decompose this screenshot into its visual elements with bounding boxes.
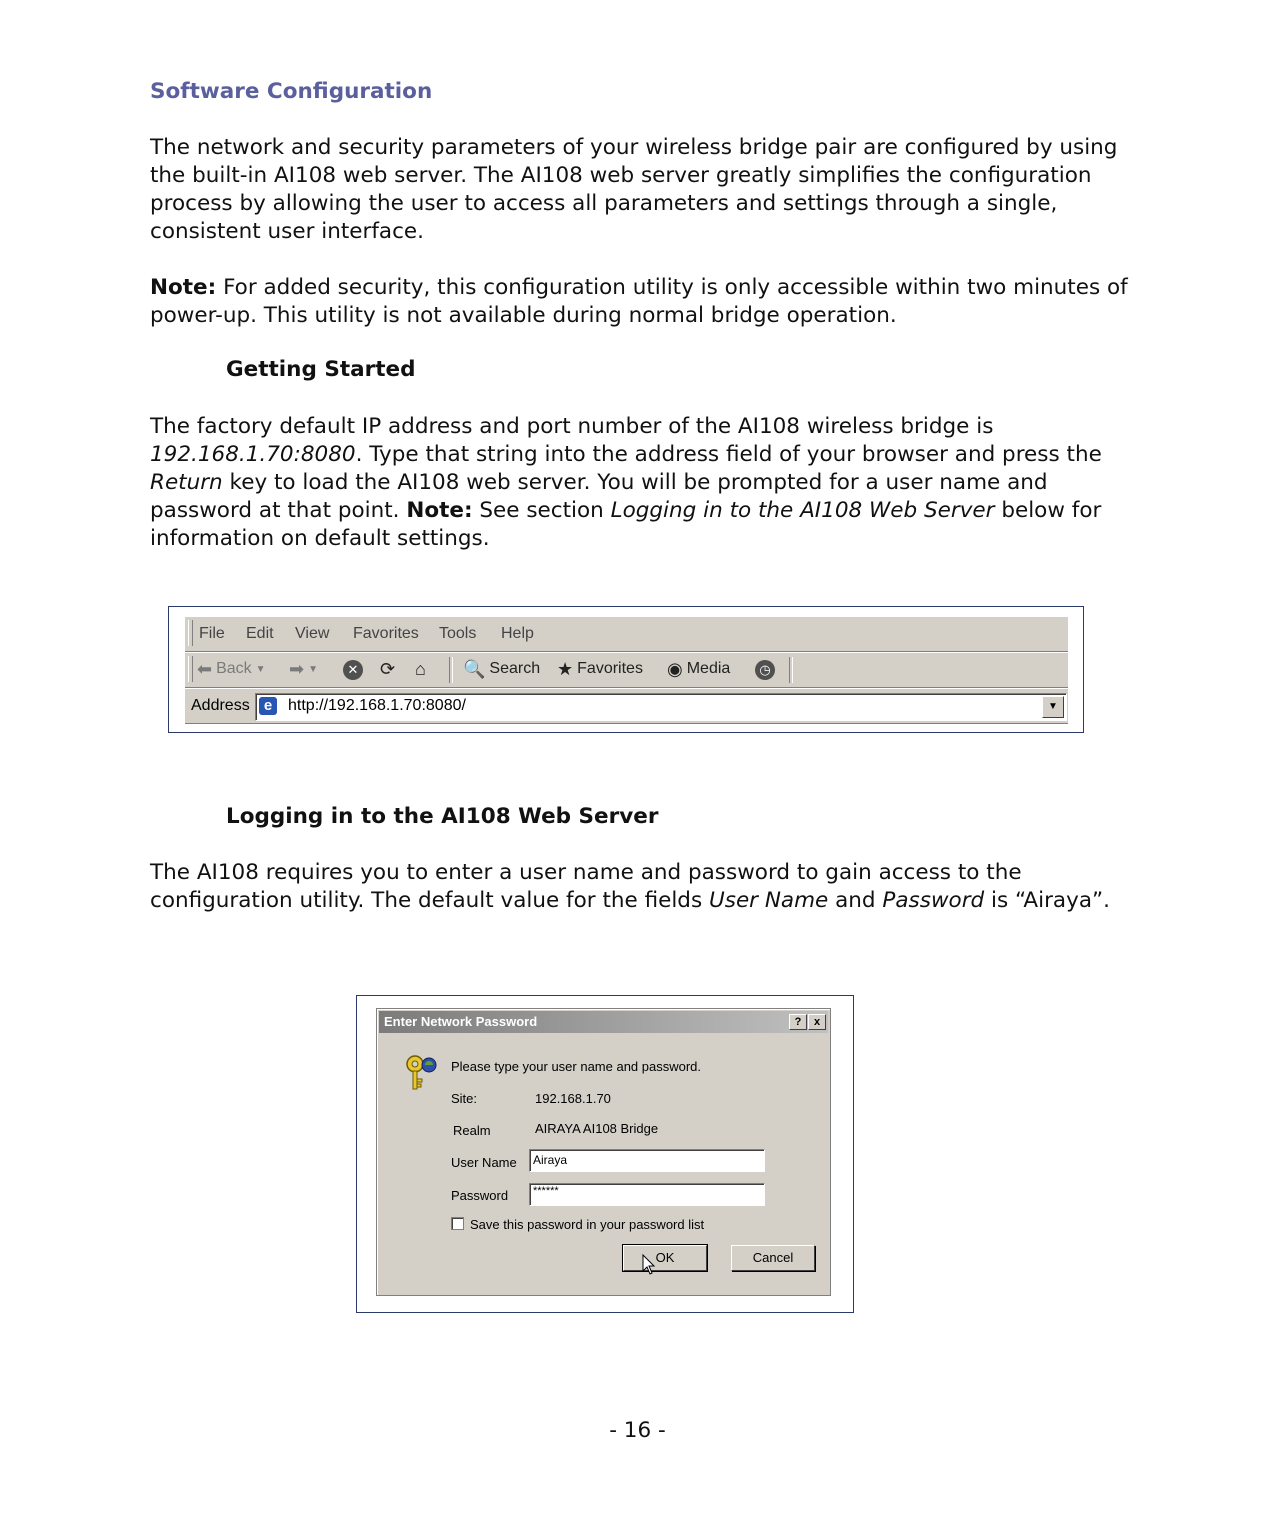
password-value: ****** bbox=[533, 1185, 559, 1197]
text-run: key to load the AI108 web server. You will be prompted for a user name and password at that point. bbox=[150, 470, 1048, 523]
text-run: See section bbox=[472, 498, 611, 523]
address-input[interactable] bbox=[255, 693, 1067, 721]
favorites-icon: ★ bbox=[557, 659, 574, 679]
back-label: Back bbox=[216, 660, 252, 677]
mouse-cursor-icon bbox=[642, 1254, 656, 1276]
save-password-checkbox[interactable] bbox=[451, 1217, 464, 1230]
back-button[interactable] bbox=[197, 660, 266, 678]
site-value: 192.168.1.70 bbox=[535, 1091, 611, 1106]
address-label: Address bbox=[191, 697, 250, 714]
user-name-ref: User Name bbox=[709, 888, 829, 913]
address-dropdown-button[interactable] bbox=[1042, 696, 1064, 718]
default-ip: 192.168.1.70:8080 bbox=[150, 442, 356, 467]
save-password-label: Save this password in your password list bbox=[470, 1217, 705, 1232]
dialog-prompt: Please type your user name and password. bbox=[451, 1059, 702, 1074]
address-bar bbox=[185, 688, 1068, 724]
toolbar-separator bbox=[789, 657, 793, 683]
note-paragraph bbox=[150, 274, 1150, 330]
search-label: Search bbox=[489, 660, 541, 677]
password-dialog-figure bbox=[356, 995, 854, 1313]
user-name-label: User Name bbox=[451, 1155, 517, 1170]
key-icon bbox=[405, 1053, 439, 1091]
history-button[interactable] bbox=[755, 660, 775, 680]
return-key-ref: Return bbox=[150, 470, 223, 495]
menu-tools[interactable]: Tools bbox=[439, 625, 477, 642]
search-button[interactable] bbox=[463, 660, 540, 678]
getting-started-heading: Getting Started bbox=[226, 357, 416, 382]
password-dialog bbox=[376, 1008, 831, 1296]
section-heading: Software Configuration bbox=[150, 79, 433, 104]
refresh-button[interactable] bbox=[380, 660, 395, 678]
media-button[interactable] bbox=[667, 660, 730, 678]
history-icon: ◷ bbox=[755, 660, 775, 680]
menu-help[interactable]: Help bbox=[501, 625, 534, 642]
dialog-title-bar bbox=[379, 1011, 828, 1033]
password-label: Password bbox=[451, 1188, 509, 1203]
browser-chrome bbox=[185, 616, 1068, 724]
forward-arrow-icon: ➡ bbox=[289, 659, 305, 679]
media-label: Media bbox=[686, 660, 731, 677]
text-run: The AI108 requires you to enter a user name and password to gain access to the configuration utility. The default value for the fields bbox=[150, 860, 1022, 913]
dialog-title: Enter Network Password bbox=[384, 1014, 538, 1029]
chevron-down-icon: ▼ bbox=[255, 663, 266, 675]
stop-icon: ✕ bbox=[343, 660, 363, 680]
back-arrow-icon: ⬅ bbox=[197, 659, 213, 679]
help-button[interactable]: ? bbox=[789, 1014, 807, 1030]
section-reference: Logging in to the AI108 Web Server bbox=[610, 498, 995, 523]
menu-file[interactable]: File bbox=[199, 625, 225, 642]
cancel-button[interactable]: Cancel bbox=[731, 1245, 815, 1271]
favorites-label: Favorites bbox=[577, 660, 643, 677]
chevron-down-icon: ▼ bbox=[1048, 701, 1058, 712]
note-label: Note: bbox=[150, 275, 217, 300]
toolbar-grip[interactable] bbox=[188, 656, 193, 682]
stop-button[interactable] bbox=[343, 660, 363, 680]
text-run: . Type that string into the address field of your browser and press the bbox=[355, 442, 1102, 467]
page-number: - 16 - bbox=[609, 1418, 666, 1443]
chevron-down-icon: ▼ bbox=[308, 663, 318, 675]
site-label: Site: bbox=[451, 1091, 478, 1106]
menu-bar bbox=[185, 616, 1068, 652]
menu-view[interactable]: View bbox=[295, 625, 330, 642]
text-run: and bbox=[828, 888, 883, 913]
toolbar-grip[interactable] bbox=[188, 620, 193, 646]
user-name-value: Airaya bbox=[533, 1153, 568, 1167]
password-input[interactable] bbox=[529, 1183, 765, 1206]
text-run: The factory default IP address and port number of the AI108 wireless bridge is bbox=[150, 414, 994, 439]
menu-edit[interactable]: Edit bbox=[246, 625, 274, 642]
text-run: is “Airaya”. bbox=[984, 888, 1110, 913]
home-button[interactable] bbox=[415, 660, 426, 678]
media-icon: ◉ bbox=[667, 659, 683, 679]
refresh-icon: ⟳ bbox=[380, 659, 396, 679]
getting-started-paragraph bbox=[150, 413, 1150, 553]
note-label: Note: bbox=[406, 498, 473, 523]
note-text: For added security, this configuration utility is only accessible within two minutes of power-up. This utility is not available during normal bridge operation. bbox=[150, 275, 1128, 328]
logging-in-paragraph bbox=[150, 859, 1150, 915]
realm-label: Realm bbox=[453, 1123, 491, 1138]
user-name-input[interactable] bbox=[529, 1149, 765, 1172]
logging-in-heading: Logging in to the AI108 Web Server bbox=[226, 804, 659, 829]
close-button[interactable]: x bbox=[808, 1014, 826, 1030]
intro-paragraph: The network and security parameters of your wireless bridge pair are configured by using the built-in AI108 web server. The AI108 web server greatly simplifies the configuration process by allowing the user to access all parameters and settings through a single, consistent user interface. bbox=[150, 135, 1118, 244]
text-run: below for information on default settings. bbox=[150, 498, 1102, 551]
search-icon: 🔍 bbox=[463, 659, 486, 679]
browser-toolbar-figure bbox=[168, 606, 1084, 733]
password-ref: Password bbox=[882, 888, 985, 913]
ie-page-icon: e bbox=[259, 697, 277, 715]
realm-value: AIRAYA AI108 Bridge bbox=[535, 1121, 659, 1136]
favorites-button[interactable] bbox=[557, 660, 643, 678]
home-icon: ⌂ bbox=[415, 659, 426, 679]
standard-toolbar bbox=[185, 652, 1068, 688]
toolbar-separator bbox=[449, 657, 453, 683]
address-value: http://192.168.1.70:8080/ bbox=[288, 697, 466, 714]
ok-button[interactable]: OK bbox=[623, 1245, 707, 1271]
menu-favorites[interactable]: Favorites bbox=[353, 625, 419, 642]
forward-button[interactable] bbox=[289, 660, 318, 678]
